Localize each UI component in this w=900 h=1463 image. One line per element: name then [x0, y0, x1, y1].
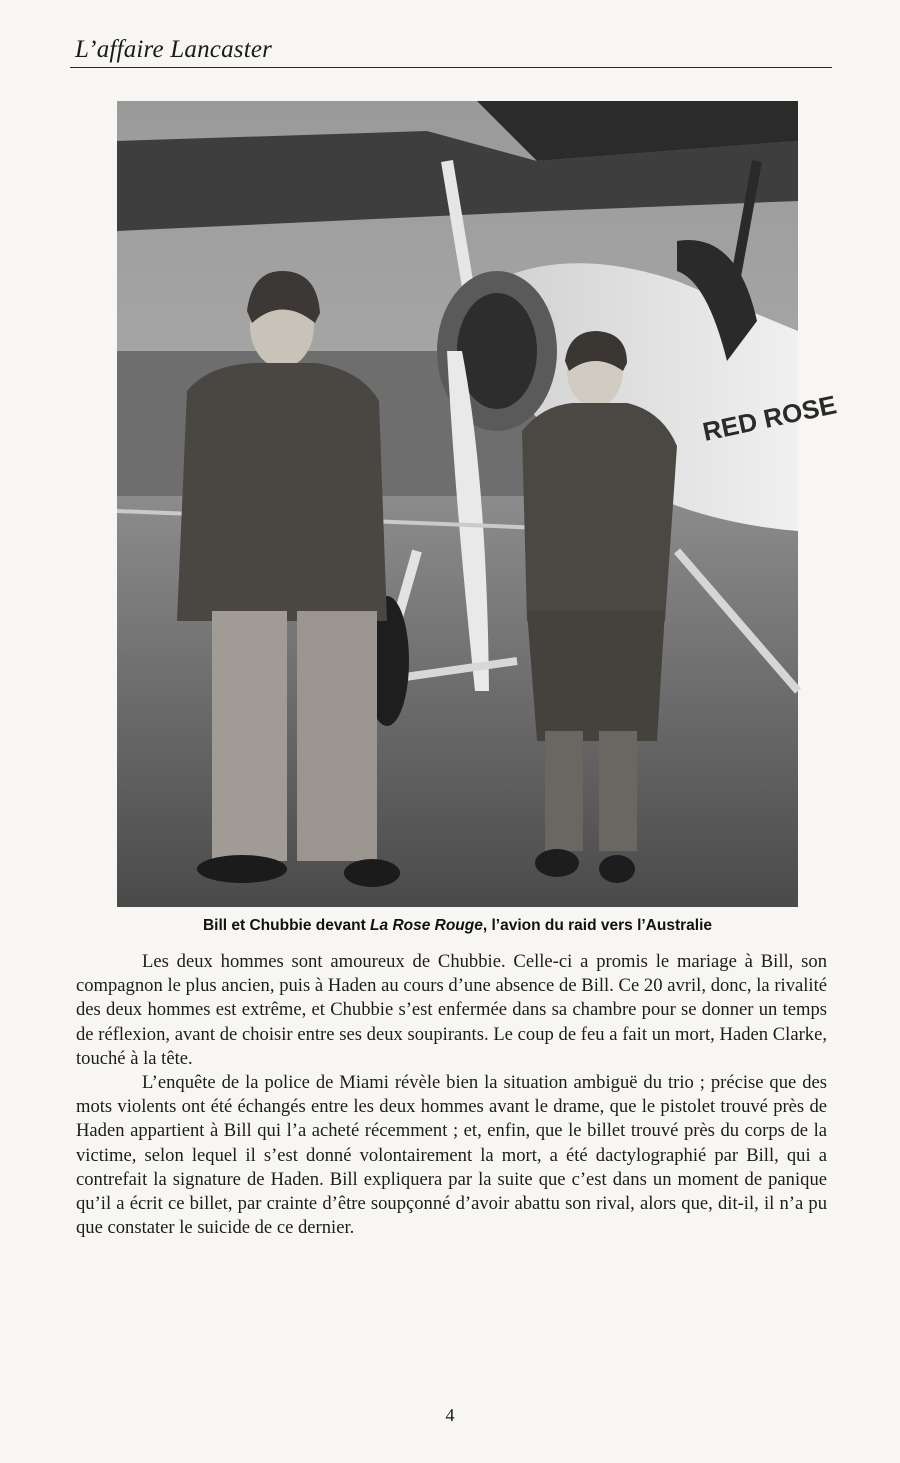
- caption-suffix: , l’avion du raid vers l’Australie: [482, 917, 713, 934]
- page-number: 4: [445, 1405, 455, 1425]
- historical-photo: [117, 101, 840, 907]
- running-head-title: L’affaire Lancaster: [75, 36, 273, 63]
- header-rule: [70, 67, 832, 68]
- caption-aircraft-name: La Rose Rouge: [370, 917, 483, 934]
- caption-prefix: Bill et Chubbie devant: [202, 917, 371, 934]
- paragraph: L’enquête de la police de Miami révèle bien la situation ambiguë du trio ; précise que des mots violents ont été échangés entre les deux hommes avant le drame, que le pistolet trouvé près de Haden appartient à Bill qui l’a acheté récemment ; et, enfin, que le billet trouvé près du corps de la victime, selon lequel il s’est donné volontairement la mort, a été dactylographié par Bill, qui a contrefait la signature de Haden. Bill expliquera par la suite que c’est dans un moment de panique qu’il a écrit ce billet, par crainte d’être soupçonné d’avoir abattu son rival, alors que, dit-il, il n’a pu que constater le suicide de ce dernier.: [76, 1072, 827, 1239]
- body-text: [76, 950, 827, 1240]
- photo-caption: [117, 917, 798, 935]
- paragraph: Les deux hommes sont amoureux de Chubbie. Celle-ci a promis le mariage à Bill, son compagnon le plus ancien, puis à Haden au cours d’une absence de Bill. Ce 20 avril, donc, la rivalité des deux hommes est extrême, et Chubbie s’est enfermée dans sa chambre pour se donner un temps de réflexion, avant de choisir entre ses deux soupirants. Le coup de feu a fait un mort, Haden Clarke, touché à la tête.: [76, 951, 827, 1069]
- plane-marking: RED ROSE: [700, 389, 840, 447]
